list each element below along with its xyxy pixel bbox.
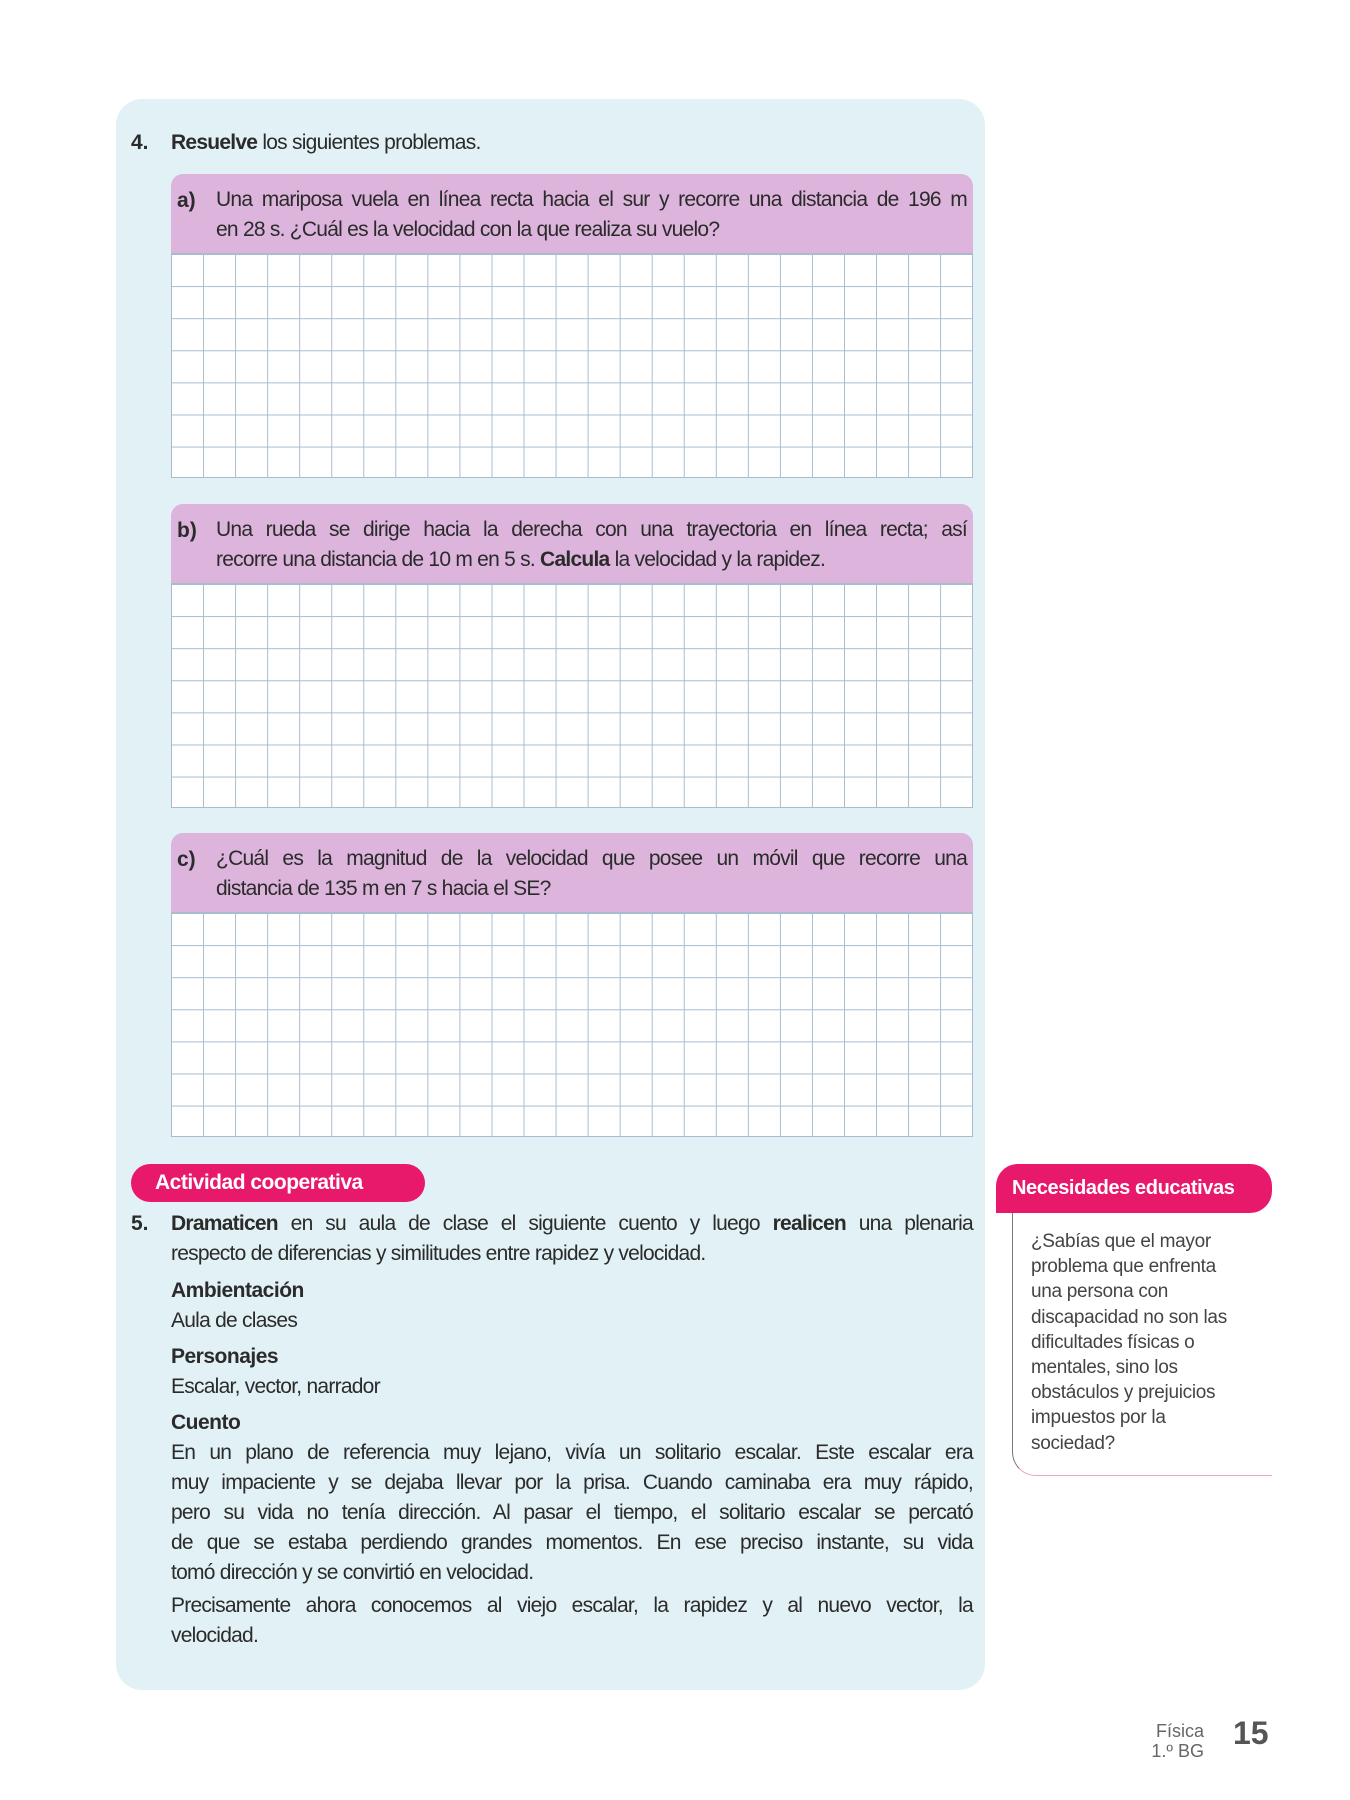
text-line [171, 1239, 973, 1269]
text: respecto de diferencias y similitudes entre rapidez y velocidad. [171, 1242, 706, 1265]
text: en su aula de clase el siguiente cuento y luego [277, 1212, 773, 1235]
text-line [171, 1621, 973, 1651]
sidebar-text-line: discapacidad no son las [1031, 1306, 1227, 1328]
problem-header [171, 174, 973, 253]
text-line [216, 844, 967, 874]
text-line [171, 1438, 973, 1468]
text: Precisamente ahora conocemos al viejo escalar, la rapidez y al nuevo vector, la [171, 1594, 973, 1617]
text-line [216, 215, 967, 245]
sidebar-text-line: obstáculos y prejuicios [1031, 1382, 1216, 1404]
text: En un plano de referencia muy lejano, vivía un solitario escalar. Este escalar era [171, 1441, 973, 1464]
answer-grid[interactable] [171, 912, 973, 1137]
question-5-number: 5. [131, 1212, 149, 1235]
answer-grid[interactable] [171, 583, 973, 808]
problem-a [171, 174, 973, 478]
text: velocidad. [171, 1624, 259, 1647]
text: Una mariposa vuela en línea recta hacia el sur y recorre una distancia de 196 m [216, 188, 967, 211]
text: tomó dirección y se convirtió en velocidad. [171, 1561, 534, 1584]
text-line [216, 545, 967, 575]
text-line [216, 185, 967, 215]
text-line [171, 1591, 973, 1621]
text: distancia de 135 m en 7 s hacia el SE? [216, 877, 551, 900]
text: muy impaciente y se dejaba llevar por la prisa. Cuando caminaba era muy rápido, [171, 1471, 973, 1494]
problem-header [171, 504, 973, 583]
problem-letter: a) [177, 189, 196, 212]
bold-text: realicen [772, 1212, 846, 1235]
sidebar-text-line: sociedad? [1031, 1432, 1115, 1454]
sidebar-text-line: ¿Sabías que el mayor [1031, 1231, 1211, 1252]
text-line [171, 1498, 973, 1528]
problem-b [171, 504, 973, 808]
bold-text: Dramaticen [171, 1212, 278, 1235]
instruction-text: los siguientes problemas. [257, 131, 481, 154]
sidebar-body [1012, 1213, 1272, 1476]
story-heading: Cuento [171, 1411, 241, 1434]
sidebar-necesidades [996, 1164, 1272, 1476]
problem-letter: b) [177, 519, 197, 542]
text-line [171, 1468, 973, 1498]
text: de que se estaba perdiendo grandes momentos. En ese preciso instante, su vida [171, 1531, 973, 1554]
activity-badge: Actividad cooperativa [131, 1164, 425, 1202]
text: recorre una distancia de 10 m en 5 s. [216, 548, 541, 571]
text-line [171, 1209, 973, 1239]
problem-letter: c) [177, 848, 196, 871]
bold-text: Calcula [540, 548, 610, 571]
footer-grade: 1.º BG [1151, 1741, 1204, 1761]
text-line [216, 874, 967, 904]
problem-header [171, 833, 973, 912]
instruction-verb: Resuelve [171, 131, 258, 154]
text: pero su vida no tenía dirección. Al pasar el tiempo, el solitario escalar se percató [171, 1501, 973, 1524]
characters-heading: Personajes [171, 1345, 279, 1368]
problem-c [171, 833, 973, 1137]
sidebar-text-line: mentales, sino los [1031, 1357, 1178, 1379]
text: una plenaria [845, 1212, 973, 1235]
sidebar-title: Necesidades educativas [996, 1164, 1272, 1213]
text: en 28 s. ¿Cuál es la velocidad con la que realiza su vuelo? [216, 218, 720, 241]
text: ¿Cuál es la magnitud de la velocidad que posee un móvil que recorre una [216, 847, 967, 870]
setting-text: Aula de clases [171, 1309, 298, 1332]
text: Una rueda se dirige hacia la derecha con una trayectoria en línea recta; así [216, 518, 967, 541]
question-4-instruction [171, 128, 481, 158]
question-4-number: 4. [131, 131, 149, 154]
sidebar-text-line: problema que enfrenta [1031, 1256, 1216, 1278]
text-line [216, 515, 967, 545]
setting-heading: Ambientación [171, 1279, 304, 1302]
text-line [171, 1528, 973, 1558]
footer-subject: Física [1155, 1721, 1204, 1741]
answer-grid[interactable] [171, 253, 973, 478]
text-line [171, 1558, 973, 1588]
page-number: 15 [1233, 1715, 1269, 1751]
text: la velocidad y la rapidez. [609, 548, 826, 571]
sidebar-text-line: dificultades físicas o [1031, 1331, 1195, 1353]
sidebar-text-line: impuestos por la [1031, 1407, 1166, 1429]
characters-text: Escalar, vector, narrador [171, 1375, 380, 1398]
sidebar-text-line: una persona con [1031, 1281, 1169, 1303]
